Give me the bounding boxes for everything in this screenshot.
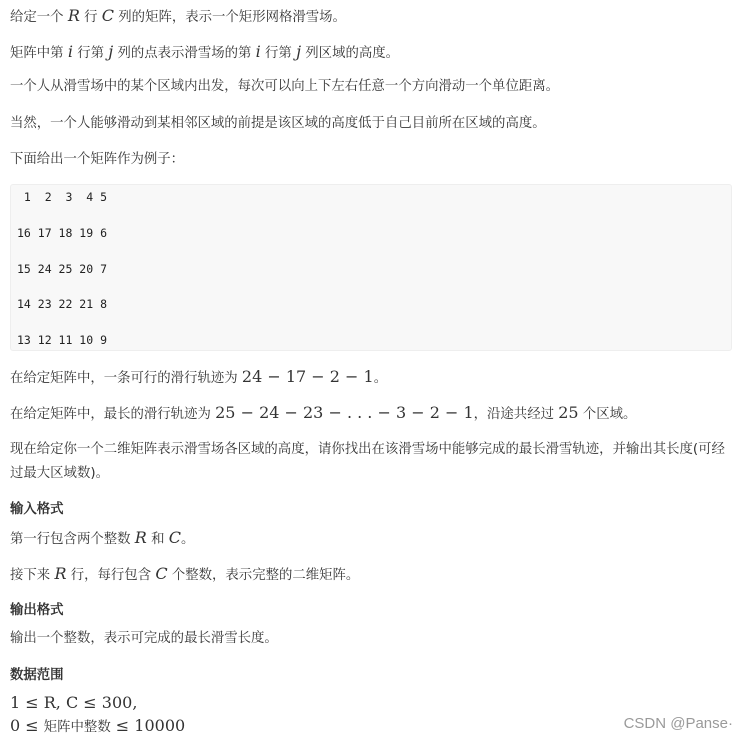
math-path: 25 − 24 − 23 − . . . − 3 − 2 − 1 bbox=[215, 403, 474, 422]
text: 行第 bbox=[72, 46, 109, 61]
intro-line-3: 一个人从滑雪场中的某个区域内出发，每次可以向上下左右任意一个方向滑动一个单位距离。 bbox=[10, 79, 560, 94]
matrix-row: 14 23 22 21 8 bbox=[17, 297, 108, 311]
task-description: 现在给定你一个二维矩阵表示滑雪场各区域的高度，请你找出在该滑雪场中能够完成的最长滑雪轨迹，并输出其长度(可经过最大区域数)。 bbox=[10, 442, 725, 481]
math-C: C bbox=[168, 528, 181, 547]
matrix-row: 15 24 25 20 7 bbox=[17, 262, 108, 276]
text: 行，每行包含 bbox=[66, 568, 156, 583]
text: 。 bbox=[373, 371, 388, 386]
data-range-line-2 bbox=[10, 716, 185, 738]
input-format-line-1 bbox=[10, 528, 194, 550]
input-format-heading: 输入格式 bbox=[10, 502, 64, 517]
math-i: i bbox=[67, 42, 73, 61]
text: 个整数，表示完整的二维矩阵。 bbox=[167, 568, 360, 583]
math-j: j bbox=[108, 42, 114, 61]
input-format-line-2 bbox=[10, 564, 359, 586]
text: 在给定矩阵中，最长的滑行轨迹为 bbox=[10, 407, 216, 422]
intro-line-4: 当然，一个人能够滑动到某相邻区域的前提是该区域的高度低于自己目前所在区域的高度。 bbox=[10, 116, 546, 131]
matrix-row: 16 17 18 19 6 bbox=[17, 226, 108, 240]
math-R: R bbox=[134, 528, 147, 547]
output-format-line: 输出一个整数，表示可完成的最长滑雪长度。 bbox=[10, 631, 278, 646]
text: 列区域的高度。 bbox=[301, 46, 400, 61]
math: ≤ 10000 bbox=[110, 716, 186, 735]
data-range-heading: 数据范围 bbox=[10, 668, 64, 683]
math-R: R bbox=[54, 564, 67, 583]
math-count: 25 bbox=[558, 403, 579, 422]
csdn-watermark: CSDN @Panse· bbox=[623, 715, 733, 732]
matrix-row: 1 2 3 4 5 bbox=[17, 190, 108, 204]
text: 和 bbox=[146, 532, 169, 547]
text: 接下来 bbox=[10, 568, 55, 583]
text: 列的点表示滑雪场的第 bbox=[113, 46, 256, 61]
text: 行 bbox=[79, 10, 102, 25]
math: 0 ≤ bbox=[10, 716, 44, 735]
math-R: R bbox=[67, 6, 80, 25]
text: 。 bbox=[180, 532, 195, 547]
longest-path-line bbox=[10, 403, 636, 425]
text: 第一行包含两个整数 bbox=[10, 532, 135, 547]
example-path-line bbox=[10, 367, 387, 389]
data-range-line-1: 1 ≤ R, C ≤ 300, bbox=[10, 693, 138, 712]
text: 个区域。 bbox=[578, 407, 637, 422]
text: 在给定矩阵中，一条可行的滑行轨迹为 bbox=[10, 371, 242, 386]
text: 给定一个 bbox=[10, 10, 68, 25]
math-C: C bbox=[101, 6, 115, 25]
matrix-row: 13 12 11 10 9 bbox=[17, 333, 108, 347]
text: 矩阵中整数 bbox=[43, 720, 111, 735]
matrix-code-block bbox=[10, 184, 732, 351]
math-path: 24 − 17 − 2 − 1 bbox=[241, 367, 374, 386]
text: 列的矩阵，表示一个矩形网格滑雪场。 bbox=[114, 10, 346, 25]
math-C: C bbox=[155, 564, 168, 583]
intro-line-1 bbox=[10, 6, 346, 28]
text: 行第 bbox=[260, 46, 297, 61]
output-format-heading: 输出格式 bbox=[10, 603, 64, 618]
text: ，沿途共经过 bbox=[473, 407, 559, 422]
math-j: j bbox=[296, 42, 302, 61]
intro-line-2 bbox=[10, 42, 399, 64]
text: 矩阵中第 bbox=[10, 46, 68, 61]
intro-line-5: 下面给出一个矩阵作为例子： bbox=[10, 152, 185, 167]
math-i: i bbox=[255, 42, 261, 61]
